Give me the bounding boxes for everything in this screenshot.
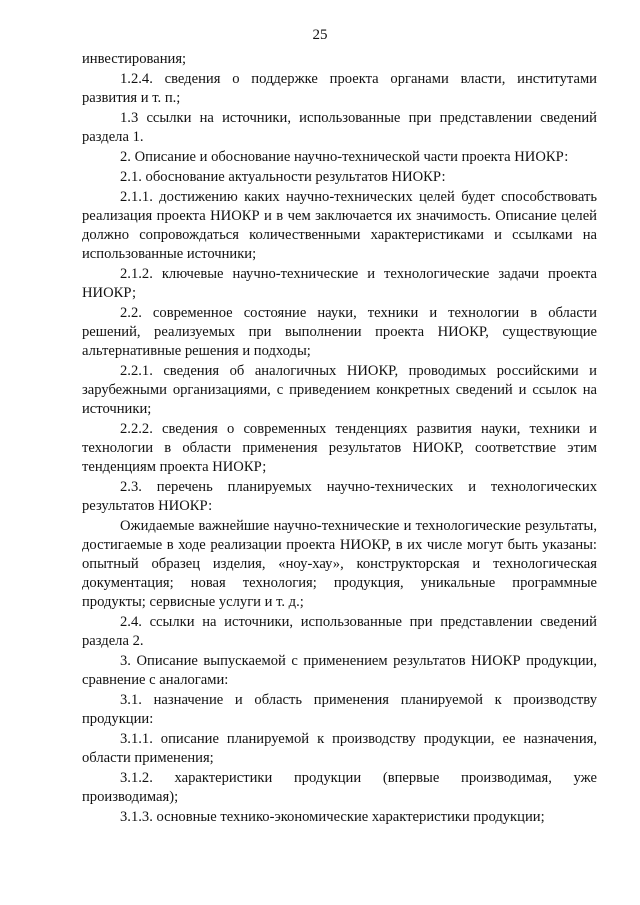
- paragraph: 3. Описание выпускаемой с применением результатов НИОКР продукции, сравнение с аналогами:: [82, 653, 597, 688]
- paragraph: 3.1. назначение и область применения планируемой к производству продукции:: [82, 692, 597, 727]
- page-number: 25: [312, 27, 328, 43]
- paragraph: 1.2.4. сведения о поддержке проекта органами власти, институтами развития и т. п.;: [82, 71, 597, 106]
- paragraph: 3.1.3. основные технико-экономические характеристики продукции;: [120, 809, 545, 825]
- paragraph: 2.2.2. сведения о современных тенденциях развития науки, техники и технологии в области применения результатов НИОКР, соответствие этим тенденциям проекта НИОКР;: [82, 421, 597, 475]
- paragraph: Ожидаемые важнейшие научно-технические и технологические результаты, достигаемые в ходе реализации проекта НИОКР, в их числе могут быть указаны: опытный образец изделия, «ноу-хау», конструкторская и технологическая документация; новая технология; продукция, уникальные программные продукты; сервисные услуги и т. д.;: [82, 518, 597, 610]
- paragraph: 2. Описание и обоснование научно-технической части проекта НИОКР:: [120, 149, 569, 165]
- paragraph: 2.1.2. ключевые научно-технические и технологические задачи проекта НИОКР;: [82, 266, 597, 301]
- paragraph: 2.2.1. сведения об аналогичных НИОКР, проводимых российскими и зарубежными организациями, с приведением конкретных сведений и ссылок на источники;: [82, 363, 597, 417]
- paragraph: 2.3. перечень планируемых научно-технических и технологических результатов НИОКР:: [82, 479, 597, 514]
- paragraph: 2.1. обоснование актуальности результатов НИОКР:: [120, 169, 446, 185]
- paragraph: инвестирования;: [82, 51, 187, 67]
- paragraph: 1.3 ссылки на источники, использованные при представлении сведений раздела 1.: [82, 110, 597, 145]
- paragraph: 2.4. ссылки на источники, использованные при представлении сведений раздела 2.: [82, 614, 597, 649]
- paragraph: 3.1.1. описание планируемой к производству продукции, ее назначения, области применения;: [82, 731, 597, 766]
- paragraph: 3.1.2. характеристики продукции (впервые производимая, уже производимая);: [82, 770, 597, 805]
- document-body: [82, 50, 597, 828]
- paragraph: 2.2. современное состояние науки, техники и технологии в области решений, реализуемых при выполнении проекта НИОКР, существующие альтернативные решения и подходы;: [82, 305, 597, 359]
- paragraph: 2.1.1. достижению каких научно-технических целей будет способствовать реализация проекта НИОКР и в чем заключается их значимость. Описание целей должно сопровождаться количественными характеристиками и ссылками на использованные источники;: [82, 189, 597, 262]
